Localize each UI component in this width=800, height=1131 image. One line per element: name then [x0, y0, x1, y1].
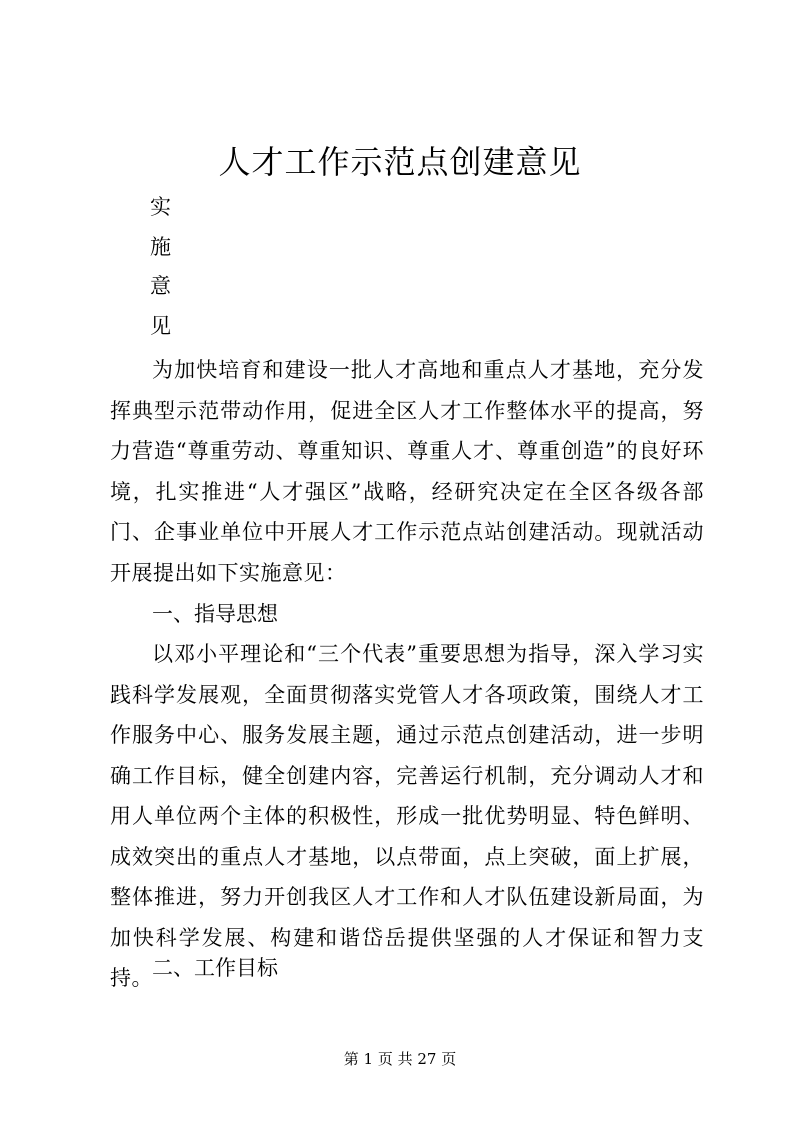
vertical-heading: [150, 188, 190, 346]
vertical-char: 施: [150, 234, 171, 259]
section-heading-guiding-ideology: 一、指导思想: [152, 602, 278, 626]
vertical-char: 意: [150, 274, 171, 298]
vertical-char: 见: [150, 313, 171, 338]
guiding-ideology-paragraph: 以邓小平理论和“三个代表”重要思想为指导，深入学习实践科学发展观，全面贯彻落实党管人才各项政策，围绕人才工作服务中心、服务发展主题，通过示范点创建活动，进一步明确工作目标，健全创建内容，完善运行机制，充分调动人才和用人单位两个主体的积极性，形成一批优势明显、特色鲜明、成效突出的重点人才基地，以点带面，点上突破，面上扩展，整体推进，努力开创我区人才工作和人才队伍建设新局面，为加快科学发展、构建和谐岱岳提供坚强的人才保证和智力支持。: [110, 642, 704, 990]
vertical-char: 实: [150, 195, 171, 219]
intro-paragraph: 为加快培育和建设一批人才高地和重点人才基地，充分发挥典型示范带动作用，促进全区人才工作整体水平的提高，努力营造“尊重劳动、尊重知识、尊重人才、尊重创造”的良好环境，扎实推进“人才强区”战略，经研究决定在全区各级各部门、企事业单位中开展人才工作示范点站创建活动。现就活动开展提出如下实施意见：: [110, 358, 704, 585]
section-heading-work-goals: 二、工作目标: [152, 956, 278, 980]
document-title: 人才工作示范点创建意见: [218, 143, 582, 181]
page-number-footer: 第 1 页 共 27 页: [343, 1050, 457, 1068]
